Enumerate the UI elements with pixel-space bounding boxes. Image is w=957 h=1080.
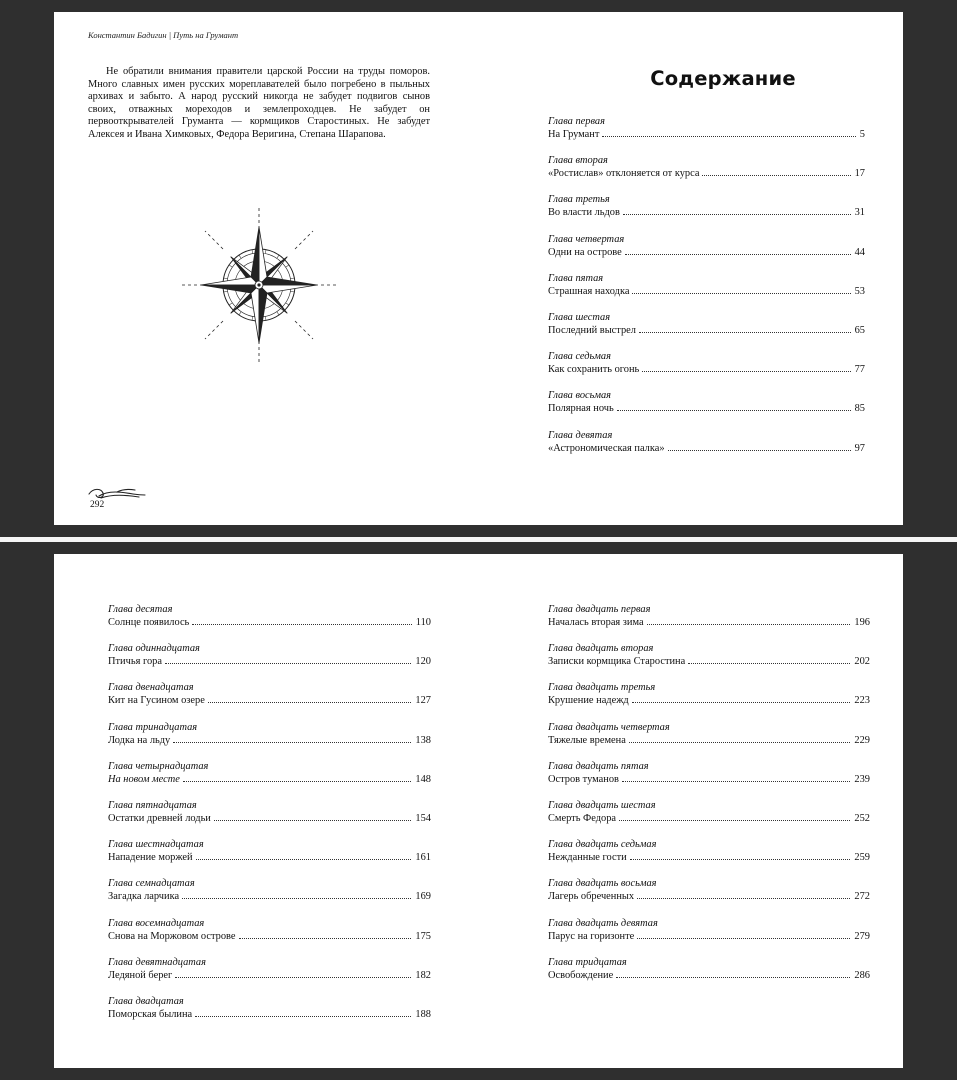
toc-entry	[548, 799, 870, 838]
chapter-label: Глава двадцать шестая	[548, 799, 656, 811]
chapter-label: Глава двадцатая	[108, 995, 184, 1007]
chapter-title: Последний выстрел	[548, 324, 636, 336]
chapter-title: Как сохранить огонь	[548, 364, 640, 376]
chapter-title: Ледяной берег	[108, 969, 173, 981]
toc-line	[548, 773, 870, 786]
chapter-label: Глава пятая	[548, 272, 604, 284]
dot-leader	[208, 702, 412, 703]
chapter-title: На Грумант	[548, 129, 600, 140]
chapter-title: На новом месте	[108, 773, 180, 785]
toc-entry	[108, 681, 431, 720]
compass-rose-icon	[179, 205, 339, 365]
chapter-page-number: 65	[854, 324, 865, 336]
chapter-page-number: 161	[415, 852, 431, 864]
dot-leader	[637, 938, 850, 939]
chapter-page-number: 196	[854, 617, 870, 628]
chapter-title: Остатки древней лодьи	[108, 812, 211, 824]
dot-leader	[183, 781, 412, 782]
toc-line	[108, 773, 431, 786]
dot-leader	[630, 859, 851, 860]
dot-leader	[632, 702, 851, 703]
dot-leader	[616, 977, 850, 978]
toc-line	[548, 616, 870, 629]
toc-list-right	[548, 603, 870, 995]
chapter-label: Глава шестая	[548, 311, 611, 323]
chapter-page-number: 148	[415, 773, 431, 785]
chapter-page-number: 31	[854, 207, 865, 219]
chapter-title: Полярная ночь	[548, 403, 614, 415]
toc-line	[548, 402, 865, 415]
dot-leader	[173, 742, 411, 743]
chapter-title: Крушение надежд	[548, 695, 629, 707]
toc-entry	[548, 721, 870, 760]
dot-leader	[214, 820, 412, 821]
chapter-page-number: 120	[415, 656, 431, 668]
chapter-title: Лагерь обреченных	[548, 891, 635, 903]
chapter-page-number: 188	[415, 1008, 431, 1020]
chapter-page-number: 175	[415, 930, 431, 942]
chapter-page-number: 154	[415, 812, 431, 824]
toc-entry	[108, 838, 431, 877]
chapter-label: Глава четырнадцатая	[108, 760, 209, 772]
chapter-label: Глава двадцать пятая	[548, 760, 649, 772]
toc-entry	[548, 193, 865, 232]
chapter-page-number: 97	[854, 442, 865, 454]
dot-leader	[632, 293, 850, 294]
chapter-label: Глава пятнадцатая	[108, 799, 197, 811]
chapter-label: Глава тринадцатая	[108, 721, 198, 733]
dot-leader	[647, 624, 851, 625]
chapter-page-number: 239	[854, 773, 870, 785]
chapter-label: Глава седьмая	[548, 351, 611, 363]
toc-line	[548, 851, 870, 864]
chapter-title: Во власти льдов	[548, 207, 620, 219]
dot-leader	[625, 254, 851, 255]
toc-entry	[108, 603, 431, 642]
dot-leader	[239, 938, 412, 939]
chapter-title: Нападение моржей	[108, 852, 193, 864]
chapter-label: Глава двадцать седьмая	[548, 839, 657, 851]
chapter-title: Тяжелые времена	[548, 734, 626, 746]
chapter-title: Записки кормщика Старостина	[548, 656, 686, 668]
toc-line	[108, 734, 431, 747]
toc-line	[548, 128, 865, 141]
toc-entry	[548, 115, 865, 154]
chapter-page-number: 138	[415, 734, 431, 746]
chapter-label: Глава восемнадцатая	[108, 917, 205, 929]
toc-entry	[548, 311, 865, 350]
toc-line	[548, 324, 865, 337]
chapter-title: Остров туманов	[548, 773, 619, 785]
toc-entry	[548, 681, 870, 720]
toc-entry	[108, 642, 431, 681]
dot-leader	[182, 898, 411, 899]
chapter-title: Смерть Федора	[548, 812, 617, 824]
chapter-page-number: 17	[854, 168, 865, 180]
toc-line	[108, 812, 431, 825]
toc-line	[548, 442, 865, 455]
toc-line	[548, 167, 865, 180]
toc-entry	[108, 956, 431, 995]
toc-line	[108, 890, 431, 903]
chapter-page-number: 252	[854, 812, 870, 824]
dot-leader	[195, 1016, 411, 1017]
chapter-page-number: 286	[854, 969, 870, 981]
toc-entry	[108, 721, 431, 760]
chapter-title: Поморская былина	[108, 1008, 193, 1020]
toc-line	[108, 655, 431, 668]
toc-entry	[548, 429, 865, 468]
toc-entry	[548, 838, 870, 877]
chapter-page-number: 169	[415, 891, 431, 903]
toc-list	[548, 115, 865, 468]
toc-title: Содержание	[650, 67, 796, 90]
dot-leader	[668, 450, 851, 451]
running-head: Константин Бадигин | Путь на Грумант	[88, 30, 239, 40]
chapter-page-number: 127	[415, 695, 431, 707]
chapter-title: «Ростислав» отклоняется от курса	[548, 168, 700, 180]
dot-leader	[637, 898, 850, 899]
chapter-label: Глава двадцать вторая	[548, 643, 654, 655]
toc-entry	[108, 995, 431, 1034]
chapter-label: Глава девятая	[548, 429, 613, 441]
toc-line	[548, 969, 870, 982]
dot-leader	[619, 820, 850, 821]
chapter-title: Снова на Моржовом острове	[108, 930, 236, 942]
chapter-label: Глава двадцать восьмая	[548, 878, 657, 890]
dot-leader	[622, 781, 850, 782]
chapter-title: Нежданные гости	[548, 852, 627, 864]
chapter-title: Парус на горизонте	[548, 930, 635, 942]
dot-leader	[642, 371, 850, 372]
chapter-label: Глава десятая	[108, 604, 173, 615]
toc-line	[548, 890, 870, 903]
toc-entry	[548, 272, 865, 311]
chapter-page-number: 202	[854, 656, 870, 668]
book-spread-bottom	[54, 554, 903, 1068]
chapter-page-number: 259	[854, 852, 870, 864]
spread-divider	[0, 537, 957, 542]
dot-leader	[175, 977, 411, 978]
toc-list-left	[108, 603, 431, 1034]
dot-leader	[165, 663, 411, 664]
chapter-label: Глава семнадцатая	[108, 878, 195, 890]
chapter-title: Освобождение	[548, 969, 614, 981]
body-paragraph: Не обратили внимания правители царской России на труды поморов. Много славных имен русских мореплавателей было погребено в пыльных архивах и забыто. А народ русский никогда не забудет подвигов сынов своих, отважных мореходов и землепроходцев. Не забудет он первооткрывателей Груманта — кормщиков Старостиных. Не забудет Алексея и Ивана Химковых, Федора Веригина, Степана Шарапова.	[88, 66, 430, 140]
toc-entry	[108, 760, 431, 799]
chapter-page-number: 5	[859, 129, 865, 140]
toc-line	[108, 969, 431, 982]
toc-entry	[108, 917, 431, 956]
dot-leader	[629, 742, 851, 743]
chapter-title: Началась вторая зима	[548, 617, 644, 628]
chapter-label: Глава двенадцатая	[108, 682, 194, 694]
toc-line	[548, 285, 865, 298]
chapter-label: Глава шестнадцатая	[108, 839, 204, 851]
chapter-label: Глава двадцать третья	[548, 682, 656, 694]
chapter-page-number: 77	[854, 364, 865, 376]
chapter-title: Солнце появилось	[108, 617, 190, 628]
chapter-title: Одни на острове	[548, 246, 622, 258]
chapter-title: «Астрономическая палка»	[548, 442, 665, 454]
toc-line	[108, 616, 431, 629]
chapter-title: Птичья гора	[108, 656, 162, 668]
chapter-title: Кит на Гусином озере	[108, 695, 205, 707]
toc-entry	[548, 877, 870, 916]
chapter-label: Глава двадцать четвертая	[548, 721, 670, 733]
book-spread-top	[54, 12, 903, 525]
chapter-title: Страшная находка	[548, 285, 630, 297]
chapter-page-number: 223	[854, 695, 870, 707]
toc-entry	[108, 799, 431, 838]
chapter-label: Глава двадцать первая	[548, 604, 651, 615]
dot-leader	[623, 214, 851, 215]
chapter-label: Глава двадцать девятая	[548, 917, 658, 929]
dot-leader	[688, 663, 850, 664]
chapter-page-number: 53	[854, 285, 865, 297]
toc-line	[548, 363, 865, 376]
dot-leader	[602, 136, 855, 137]
dot-leader	[639, 332, 851, 333]
chapter-label: Глава третья	[548, 194, 610, 206]
toc-entry	[108, 877, 431, 916]
toc-line	[548, 930, 870, 943]
toc-entry	[548, 760, 870, 799]
chapter-page-number: 110	[415, 617, 431, 628]
toc-entry	[548, 642, 870, 681]
toc-line	[548, 655, 870, 668]
toc-line	[548, 694, 870, 707]
dot-leader	[702, 175, 850, 176]
chapter-label: Глава восьмая	[548, 390, 612, 402]
toc-entry	[548, 233, 865, 272]
toc-entry	[548, 389, 865, 428]
chapter-page-number: 272	[854, 891, 870, 903]
dot-leader	[196, 859, 412, 860]
chapter-title: Лодка на льду	[108, 734, 171, 746]
toc-entry	[548, 154, 865, 193]
toc-line	[108, 1008, 431, 1021]
chapter-page-number: 182	[415, 969, 431, 981]
toc-entry	[548, 603, 870, 642]
chapter-label: Глава тридцатая	[548, 956, 627, 968]
chapter-page-number: 85	[854, 403, 865, 415]
toc-line	[548, 206, 865, 219]
chapter-label: Глава вторая	[548, 155, 608, 167]
toc-line	[548, 246, 865, 259]
toc-entry	[548, 917, 870, 956]
toc-line	[548, 734, 870, 747]
toc-line	[108, 851, 431, 864]
chapter-title: Загадка ларчика	[108, 891, 180, 903]
toc-line	[108, 930, 431, 943]
chapter-label: Глава четвертая	[548, 233, 625, 245]
dot-leader	[617, 410, 851, 411]
toc-entry	[548, 350, 865, 389]
chapter-label: Глава первая	[548, 116, 605, 127]
toc-entry	[548, 956, 870, 995]
chapter-page-number: 44	[854, 246, 865, 258]
page-number: 292	[90, 500, 105, 510]
chapter-page-number: 279	[854, 930, 870, 942]
toc-line	[548, 812, 870, 825]
chapter-label: Глава одиннадцатая	[108, 643, 200, 655]
toc-line	[108, 694, 431, 707]
chapter-label: Глава девятнадцатая	[108, 956, 206, 968]
dot-leader	[192, 624, 411, 625]
chapter-page-number: 229	[854, 734, 870, 746]
